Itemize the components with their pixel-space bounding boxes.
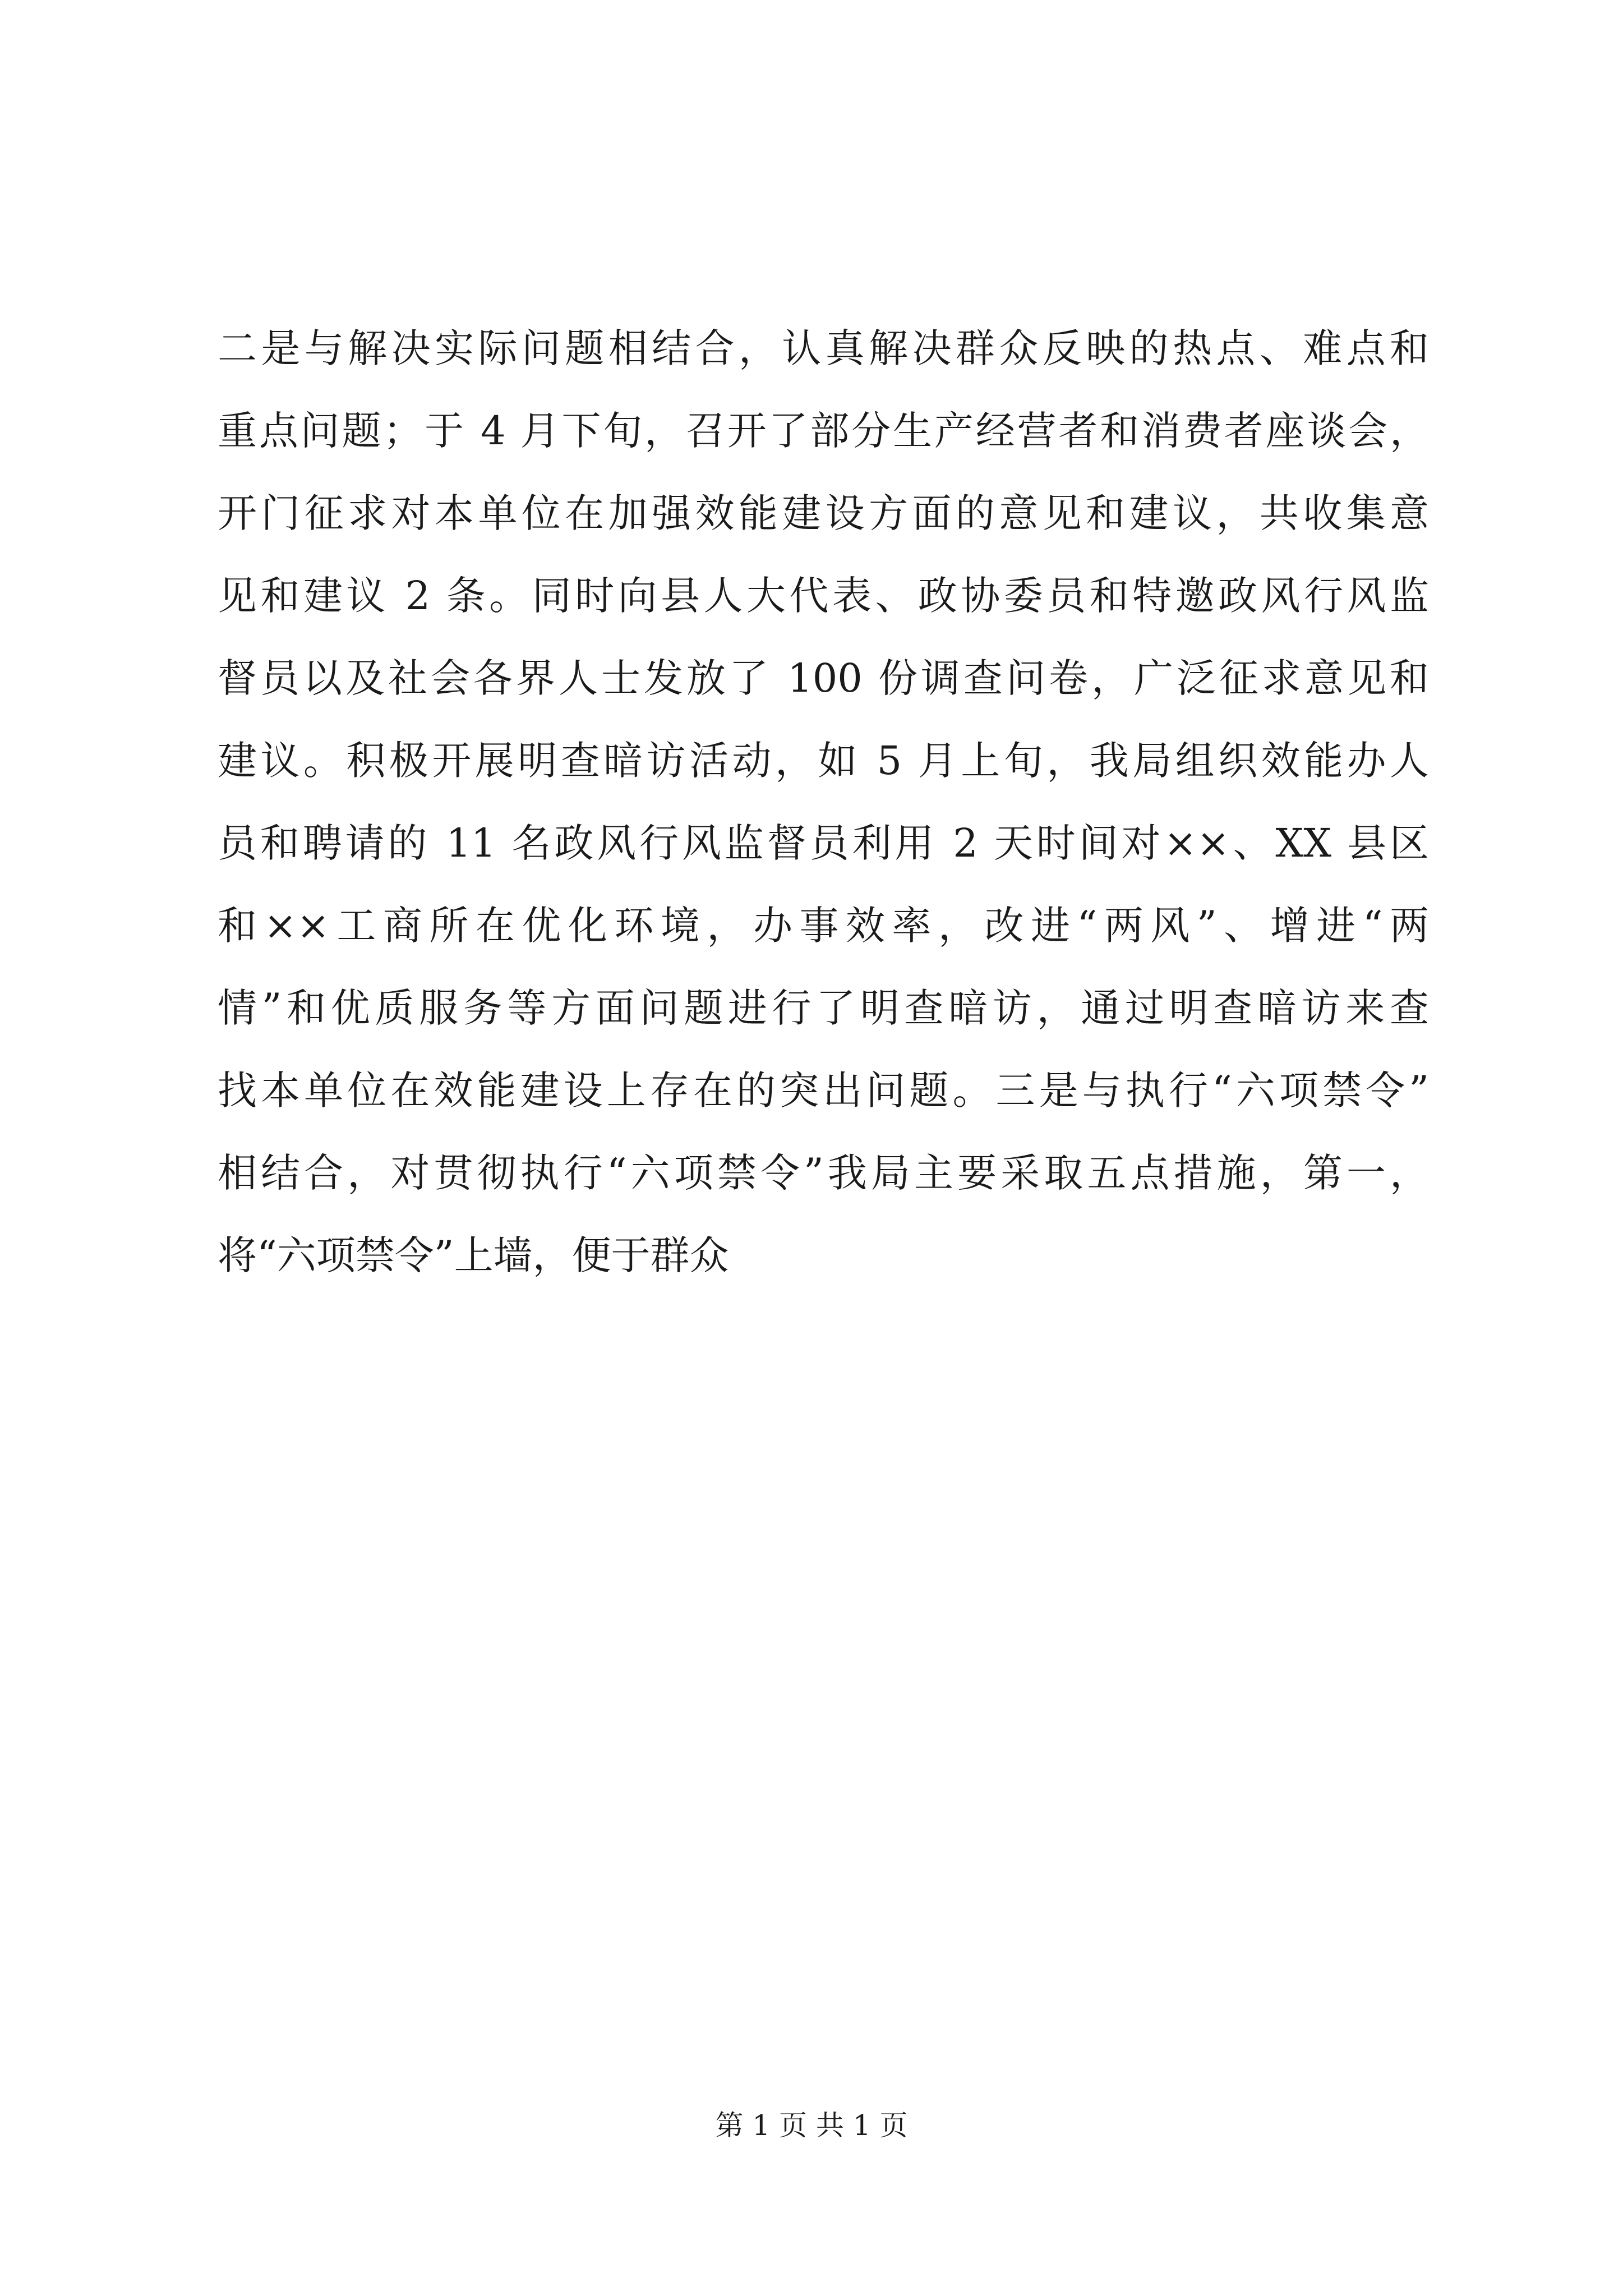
text-line: 督员以及社会各界人士发放了 100 份调查问卷，广泛征求意见和 — [218, 655, 1429, 701]
body-paragraph — [218, 307, 1429, 1297]
text-line: 见和建议 2 条。同时向县人大代表、政协委员和特邀政风行风监 — [218, 573, 1429, 619]
text-line: 和××工商所在优化环境，办事效率，改进“两风”、增进“两 — [218, 903, 1429, 949]
page-number-footer: 第 1 页 共 1 页 — [715, 2109, 908, 2142]
text-line: 相结合，对贯彻执行“六项禁令”我局主要采取五点措施，第一， — [218, 1150, 1429, 1196]
text-line: 建议。积极开展明查暗访活动，如 5 月上旬，我局组织效能办人 — [218, 738, 1429, 784]
text-line: 将“六项禁令”上墙，便于群众 — [218, 1232, 729, 1278]
text-line: 二是与解决实际问题相结合，认真解决群众反映的热点、难点和 — [218, 325, 1429, 371]
text-line: 情”和优质服务等方面问题进行了明查暗访，通过明查暗访来查 — [218, 985, 1429, 1031]
text-line: 员和聘请的 11 名政风行风监督员利用 2 天时间对××、XX 县区 — [218, 820, 1429, 866]
text-line: 找本单位在效能建设上存在的突出问题。三是与执行“六项禁令” — [218, 1068, 1429, 1114]
text-line: 重点问题；于 4 月下旬，召开了部分生产经营者和消费者座谈会， — [218, 408, 1429, 454]
text-line: 开门征求对本单位在加强效能建设方面的意见和建议，共收集意 — [218, 490, 1429, 536]
